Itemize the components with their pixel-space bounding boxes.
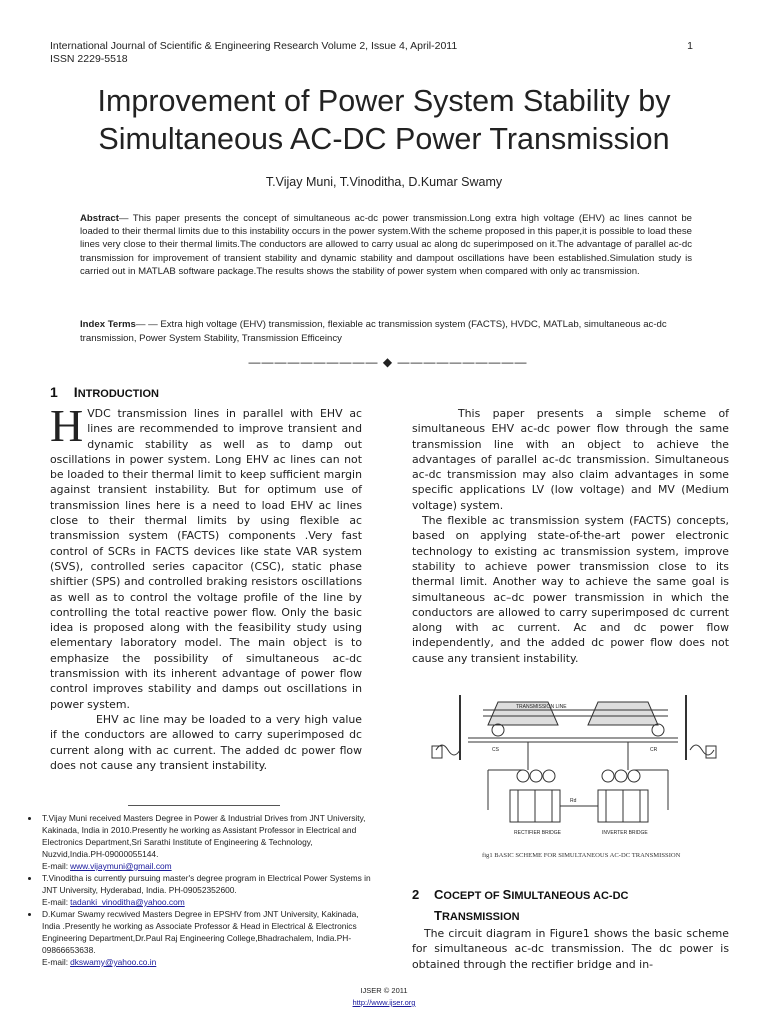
section-2-title-part: C: [434, 887, 444, 902]
circuit-diagram: [428, 690, 728, 852]
line-label: TRANSMISSION LINE: [516, 704, 567, 710]
intro-paragraph-1: [50, 400, 362, 712]
section-2-title-part: IMULTANEOUS AC-DC: [511, 890, 629, 902]
cs-label: CS: [492, 747, 499, 753]
footnote-item: [40, 812, 375, 872]
right-paragraph-2: The flexible ac transmission system (FACTS) concepts, based on applying state-of-the-art power electronic technology to existing ac transmission system, improve stability to achieve power transmission close to its thermal limit. Another way to achieve the same goal is simultaneous ac–dc power transmission in which the conductors are allowed to carry superimposed dc current along with ac current. Ac and dc power flow independently, and the added dc power flow does not cause any transient instability.: [412, 514, 729, 665]
footer-link[interactable]: http://www.ijser.org: [352, 998, 416, 1007]
email-label: E-mail:: [42, 897, 69, 907]
journal-line: International Journal of Scientific & Engineering Research Volume 2, Issue 4, April-2011: [50, 40, 458, 52]
section-1-heading: [50, 384, 159, 400]
index-terms: [80, 318, 692, 345]
journal-header: [50, 40, 690, 66]
right-column: [412, 406, 729, 666]
section-2-heading: [412, 885, 732, 927]
title-line-2: Simultaneous AC-DC Power Transmission: [98, 122, 670, 156]
dropcap-letter: H: [50, 400, 84, 451]
email-link[interactable]: tadanki_vinoditha@yahoo.com: [70, 897, 185, 907]
right-paragraph-1: This paper presents a simple scheme of simultaneous EHV ac-dc power flow through the same transmission line with an object to achieve the advantages of parallel ac-dc transmission. Simultaneous ac-dc transmission may also claim advantages in some specific applications LV (low voltage) and MV (Medium voltage) system.: [412, 407, 729, 512]
section-2-paragraph: [412, 926, 729, 972]
intro-paragraph-1-text: VDC transmission lines in parallel with EHV ac lines are recommended to improve transient and dynamic stability as well as to damp out oscillations in power system. Long EHV ac lines can not be loaded to their thermal limit to keep sufficient margin against transient instability. But for optimum use of transmission lines here is a need to load EHV ac lines close to their thermal limits by using flexible ac transmission system (FACTS) components .Very fast control of SCRs in FACTS devices like state VAR system (SVS), controlled series capacitor (CSC), static phase shiftier (SPS) and controlled braking resistors oscillations as well as to control the voltage profile of the line by controlling the total reactive power flow. Only the basic idea is proposed along with the feasibility study using elementary laboratory model. The main object is to emphasize the possibility of simultaneous ac-dc transmission with its inherent advantage of power flow control improves stability and damps out oscillations in power system.: [50, 407, 362, 711]
footer-copyright: IJSER © 2011: [360, 986, 408, 995]
footnote-text: T.Vinoditha is currently pursuing master's degree program in Electrical Power Systems in JNT University, Hyderabad, India. PH-09052352600.: [42, 873, 371, 895]
abstract: [80, 212, 692, 278]
section-1-title-rest: NTRODUCTION: [77, 388, 159, 400]
section-divider: —————————— ◆ ——————————: [248, 355, 528, 369]
email-label: E-mail:: [42, 957, 69, 967]
left-column: [50, 400, 362, 773]
title-line-1: Improvement of Power System Stability by: [97, 84, 671, 118]
footnotes: [30, 812, 375, 968]
figure-1: [428, 690, 728, 862]
paper-title: [40, 82, 728, 158]
section-1-title-cap: I: [73, 384, 78, 400]
rectifier-label: RECTIFIER BRIDGE: [514, 830, 561, 836]
footnote-text: T.Vijay Muni received Masters Degree in Power & Industrial Drives from JNT University, Kakinada, India in 2010.Presently he working as Assistant Professor in Electrical and Electronics Department,Sri Sarathi Institute of Engineering & Technology, Nuzvid,India.PH-09000055144.: [42, 813, 366, 859]
figure-caption: fig1 BASIC SCHEME FOR SIMULTANEOUS AC-DC TRANSMISSION: [482, 852, 681, 859]
footnote-item: [40, 908, 375, 968]
inverter-label: INVERTER BRIDGE: [602, 830, 648, 836]
issn: ISSN 2229-5518: [50, 53, 128, 65]
index-terms-label: Index Terms: [80, 319, 136, 330]
footnote-item: [40, 872, 375, 908]
rd-label: Rd: [570, 798, 577, 804]
section-2-title-part: OCEPT OF: [443, 890, 503, 902]
authors: T.Vijay Muni, T.Vinoditha, D.Kumar Swamy: [265, 175, 503, 189]
index-terms-text: — — Extra high voltage (EHV) transmission, flexiable ac transmission system (FACTS), HVDC, MATLab, simultaneous ac-dc transmission, Power System Stability, Transmission Efficeincy: [80, 319, 667, 344]
email-label: E-mail:: [42, 861, 69, 871]
abstract-text: — This paper presents the concept of simultaneous ac-dc power transmission.Long extra high voltage (EHV) ac lines cannot be loaded to their thermal limits due to this instability occurs in the power system.With the scheme proposed in this paper,it is possible to load these lines very close to their thermal limits.The conductors are allowed to carry usual ac along dc superimposed on it.The advantage of parallel ac-dc transmission for improvement of transient stability and dynamic stability and dampout oscillations have been established.Simulation study is carried out in MATLAB software package.The results shows the stability of power system when compared with only ac transmission.: [80, 213, 692, 277]
email-link[interactable]: www.vijaymuni@gmail.com: [70, 861, 172, 871]
section-2-title-part: S: [502, 887, 512, 902]
section-2-title-part: T: [434, 908, 442, 923]
section-2-text: The circuit diagram in Figure1 shows the basic scheme for simultaneous ac-dc transmission. The dc power is obtained through the rectifier bridge and in-: [412, 927, 729, 971]
page-number: 1: [687, 40, 693, 52]
abstract-label: Abstract: [80, 213, 119, 224]
intro-paragraph-2: EHV ac line may be loaded to a very high value if the conductors are allowed to carry superimposed dc current along with ac current. The added dc power flow does not cause any transient instability.: [50, 712, 362, 772]
email-link[interactable]: dkswamy@yahoo.co.in: [70, 957, 157, 967]
footnote-rule: [128, 805, 280, 806]
section-2-number: 2: [412, 887, 420, 902]
section-2-title-part: RANSMISSION: [441, 911, 520, 923]
footer-url: [0, 998, 768, 1007]
footnote-text: D.Kumar Swamy recwived Masters Degree in EPSHV from JNT University, Kakinada, India .Presently he working as Associate Professor & Head in Electrical & Electronics Engineering Department,Dr.Paul Raj Engineering College,Bhadrachalem, India.PH-09866653638.: [42, 909, 359, 955]
section-1-number: 1: [50, 384, 58, 400]
cr-label: CR: [650, 747, 658, 753]
